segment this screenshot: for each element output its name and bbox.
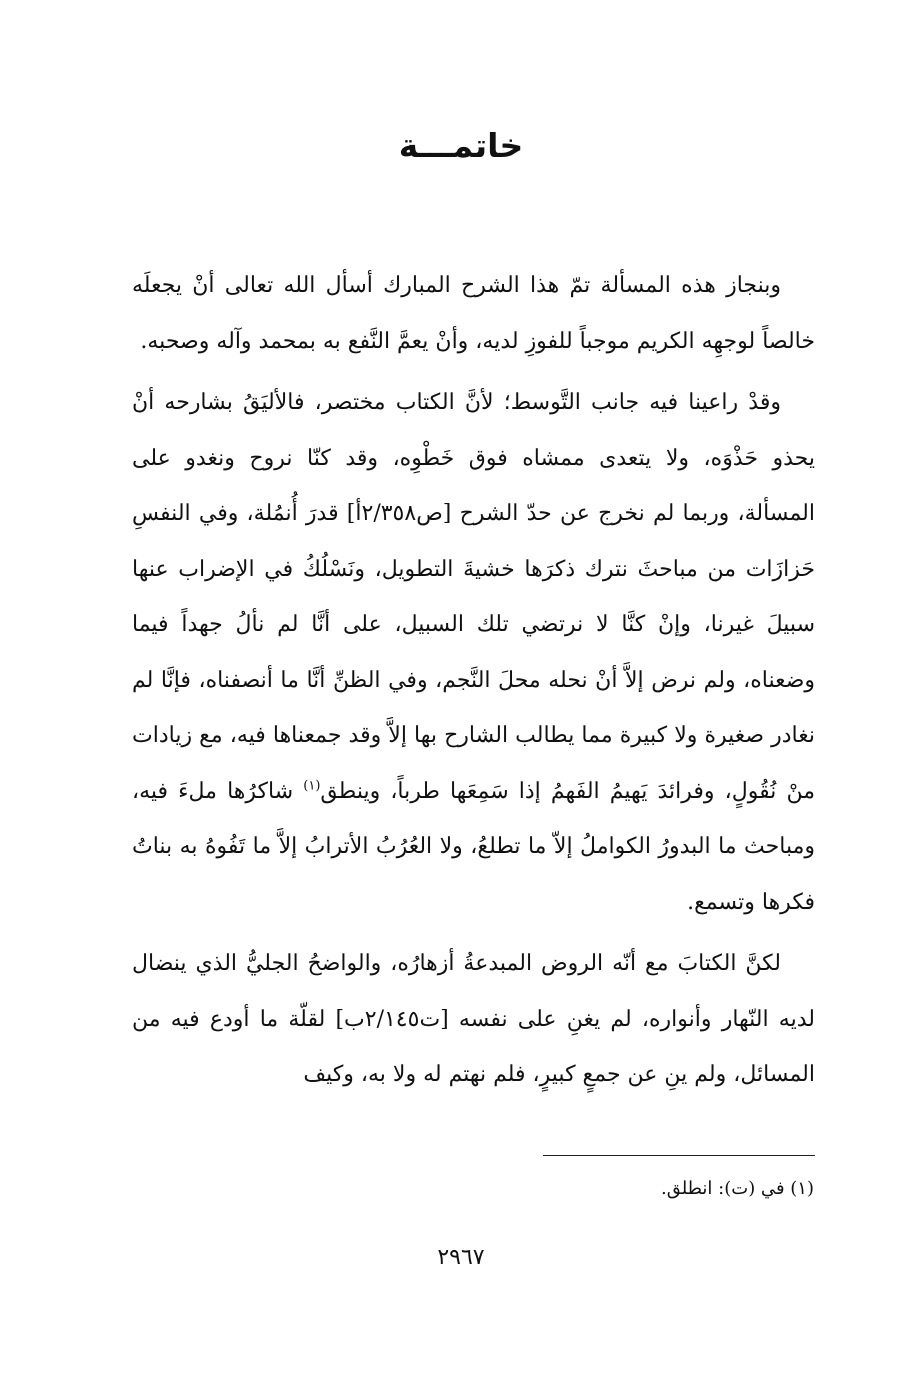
paragraph-3 [132, 936, 815, 1103]
main-text [132, 258, 815, 1103]
paragraph-2-text-end: شاكرُها ملءَ فيه، ومباحث ما البدورُ الكواملُ إلاّ ما تطلعُ، ولا العُرُبُ الأترابُ إلاَّ ما تَفُوهُ به بناتُ فكرها وتسمع. [132, 778, 815, 915]
paragraph-1-text: وبنجاز هذه المسألة تمّ هذا الشرح المبارك أسأل الله تعالى أنْ يجعلَه خالصاً لوجهِه الكريم موجباً للفوزِ لديه، وأنْ يعمَّ النَّفع به بمحمد وآله وصحبه. [132, 273, 815, 354]
footnote-reference: (١) [303, 778, 321, 794]
paragraph-3-text: لكنَّ الكتابَ مع أنّه الروض المبدعةُ أزهارُه، والواضحُ الجليُّ الذي ينضال لديه النّهار وأنواره، لم يغنِ على نفسه [ت٢/١٤٥ب] لقلّة ما أودع فيه من المسائل، ولم ينِ عن جمعٍ كبيرٍ، فلم نهتم له ولا به، وكيف [132, 951, 815, 1087]
footnote: (١) في (ت): انطلق. [660, 1178, 814, 1199]
chapter-title: خاتمـــة [398, 126, 524, 165]
page-number: ٢٩٦٧ [437, 1245, 485, 1270]
paragraph-2 [132, 375, 815, 930]
footnote-separator [543, 1155, 815, 1156]
paragraph-1 [132, 258, 815, 369]
paragraph-2-text-start: وقدْ راعينا فيه جانب التَّوسط؛ لأنَّ الكتاب مختصر، فالأليَقُ بشارحه أنْ يحذو حَذْوَه، ولا يتعدى ممشاه فوق خَطْوِه، وقد كنّا نروح ونغدو على المسألة، وربما لم نخرج عن حدّ الشرح [ص٢/٣٥٨أ] قدرَ أُنمُلة، وفي النفسِ حَزازَات من مباحثَ نترك ذكرَها خشيةَ التطويل، ونَسْلُكُ في الإضراب عنها سبيلَ غيرنا، وإنْ كنَّا لا نرتضي تلك السبيل، على أنَّا لم نألُ جهداً فيما وضعناه، ولم نرض إلاَّ أنْ نحله محلَ النَّجم، وفي الظنِّ أنَّا ما أنصفناه، فإنَّا لم نغادر صغيرة ولا كبيرة مما يطالب الشارح بها إلاَّ وقد جمعناها فيه، مع زيادات منْ نُقُولٍ، وفرائدَ يَهيمُ الفَهمُ إذا سَمِعَها طرباً، وينطق [132, 390, 815, 804]
